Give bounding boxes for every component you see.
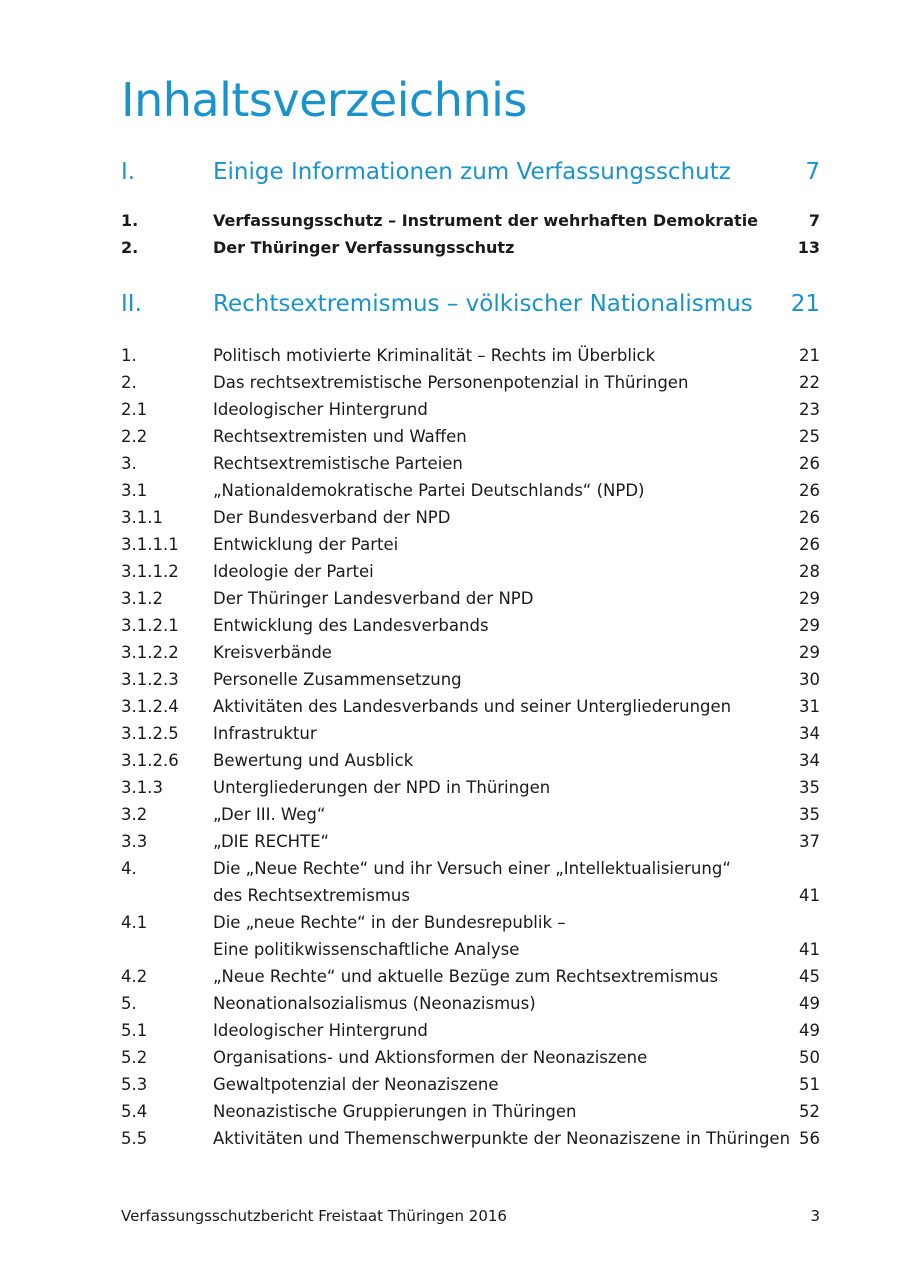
toc-entry[interactable] (121, 801, 820, 828)
toc-entry-page: 29 (799, 616, 820, 635)
toc-entry-title: Ideologischer Hintergrund (213, 400, 428, 419)
toc-entry-number: 3.1.2.2 (121, 643, 179, 662)
toc-entry-page: 30 (799, 670, 820, 689)
toc-entry-page: 26 (799, 481, 820, 500)
toc-entry[interactable] (121, 1017, 820, 1044)
toc-entry[interactable] (121, 936, 820, 963)
toc-entry-title: Der Thüringer Verfassungsschutz (213, 238, 515, 257)
toc-entry[interactable] (121, 666, 820, 693)
toc-entry-number: 2. (121, 238, 139, 257)
toc-entry-number: 3.2 (121, 805, 148, 824)
section-page-number: 7 (805, 159, 820, 185)
toc-entry-page: 37 (799, 832, 820, 851)
toc-entry-page: 26 (799, 454, 820, 473)
toc-entry[interactable] (121, 1125, 820, 1152)
toc-entry-page: 49 (799, 994, 820, 1013)
toc-entry-title: Aktivitäten und Themenschwerpunkte der Neonaziszene in Thüringen (213, 1129, 791, 1148)
toc-entry[interactable] (121, 1071, 820, 1098)
toc-entry-number: 3.1.1 (121, 508, 163, 527)
toc-entry-title: Der Thüringer Landesverband der NPD (213, 589, 534, 608)
toc-entry-title: Personelle Zusammensetzung (213, 670, 462, 689)
toc-entry-page: 35 (799, 805, 820, 824)
toc-entry[interactable] (121, 909, 820, 936)
toc-entry-page: 22 (799, 373, 820, 392)
toc-entry-number: 3.1.1.1 (121, 535, 179, 554)
toc-entry-number: 5.3 (121, 1075, 148, 1094)
toc-entry-number: 5.5 (121, 1129, 148, 1148)
toc-entry-page: 56 (799, 1129, 820, 1148)
toc-entry-page: 29 (799, 589, 820, 608)
toc-entry-page: 35 (799, 778, 820, 797)
toc-entry-page: 26 (799, 508, 820, 527)
toc-entry[interactable] (121, 774, 820, 801)
toc-entry-page: 41 (799, 886, 820, 905)
toc-entry-number: 5.1 (121, 1021, 148, 1040)
page-title: Inhaltsverzeichnis (121, 73, 527, 127)
footer-page-number: 3 (810, 1207, 820, 1225)
toc-entry-title: Kreisverbände (213, 643, 332, 662)
toc-list (121, 342, 820, 1152)
toc-entry-number: 3.1 (121, 481, 148, 500)
toc-entry-title: Verfassungsschutz – Instrument der wehrhaften Demokratie (213, 211, 759, 230)
toc-entry-title: Das rechtsextremistische Personenpotenzial in Thüringen (213, 373, 689, 392)
section-title: Einige Informationen zum Verfassungsschutz (213, 159, 731, 185)
toc-entry-page: 49 (799, 1021, 820, 1040)
toc-entry-number: 5. (121, 994, 137, 1013)
section-heading[interactable] (121, 152, 820, 192)
toc-entry-title: Der Bundesverband der NPD (213, 508, 451, 527)
toc-entry-page: 29 (799, 643, 820, 662)
toc-entry[interactable] (121, 747, 820, 774)
toc-entry-title: „Neue Rechte“ und aktuelle Bezüge zum Rechtsextremismus (213, 967, 719, 986)
toc-entry-page: 34 (799, 724, 820, 743)
toc-entry-title: Ideologischer Hintergrund (213, 1021, 428, 1040)
toc-entry-page: 45 (799, 967, 820, 986)
toc-entry[interactable] (121, 963, 820, 990)
toc-entry-title: Rechtsextremisten und Waffen (213, 427, 467, 446)
toc-entry-page: 51 (799, 1075, 820, 1094)
toc-entry-title: Politisch motivierte Kriminalität – Rechts im Überblick (213, 346, 656, 365)
toc-entry[interactable] (121, 369, 820, 396)
toc-entry-page: 25 (799, 427, 820, 446)
toc-entry[interactable] (121, 531, 820, 558)
toc-entry-title: Infrastruktur (213, 724, 317, 743)
toc-entry[interactable] (121, 207, 820, 234)
section-heading[interactable] (121, 284, 820, 324)
toc-entry-number: 4.1 (121, 913, 148, 932)
toc-entry-page: 50 (799, 1048, 820, 1067)
toc-entry[interactable] (121, 342, 820, 369)
toc-entry-number: 2.2 (121, 427, 148, 446)
toc-entry-title: Bewertung und Ausblick (213, 751, 414, 770)
toc-entry-page: 28 (799, 562, 820, 581)
toc-entry-page: 23 (799, 400, 820, 419)
toc-entry-number: 3.3 (121, 832, 148, 851)
toc-entry-title: „DIE RECHTE“ (213, 832, 330, 851)
toc-entry-page: 34 (799, 751, 820, 770)
toc-entry-title: Die „Neue Rechte“ und ihr Versuch einer „Intellektualisierung“ (213, 859, 731, 878)
toc-entry-title: Aktivitäten des Landesverbands und seiner Untergliederungen (213, 697, 732, 716)
toc-entry-title: Neonazistische Gruppierungen in Thüringen (213, 1102, 577, 1121)
toc-entry[interactable] (121, 990, 820, 1017)
toc-entry-title: Die „neue Rechte“ in der Bundesrepublik – (213, 913, 566, 932)
toc-entry-number: 5.2 (121, 1048, 148, 1067)
toc-entry-number: 3.1.2.3 (121, 670, 179, 689)
toc-entry-title: „Nationaldemokratische Partei Deutschlands“ (NPD) (213, 481, 645, 500)
toc-entry[interactable] (121, 558, 820, 585)
toc-entry[interactable] (121, 396, 820, 423)
toc-entry[interactable] (121, 1044, 820, 1071)
toc-entry[interactable] (121, 450, 820, 477)
toc-entry-number: 2.1 (121, 400, 148, 419)
section-number: I. (121, 159, 136, 185)
footer-publication-title: Verfassungsschutzbericht Freistaat Thüringen 2016 (121, 1207, 507, 1225)
toc-entry-page: 41 (799, 940, 820, 959)
page-footer (121, 1203, 820, 1229)
toc-entry[interactable] (121, 477, 820, 504)
toc-entry-page: 52 (799, 1102, 820, 1121)
toc-entry-title: Eine politikwissenschaftliche Analyse (213, 940, 520, 959)
section-number: II. (121, 291, 142, 317)
toc-entry-page: 31 (799, 697, 820, 716)
toc-entry-number: 3.1.2.6 (121, 751, 179, 770)
toc-entry[interactable] (121, 1098, 820, 1125)
toc-entry-title: Entwicklung der Partei (213, 535, 399, 554)
toc-entry-page: 26 (799, 535, 820, 554)
toc-entry-number: 3.1.2 (121, 589, 163, 608)
section-title: Rechtsextremismus – völkischer Nationalismus (213, 291, 753, 317)
toc-entry-number: 2. (121, 373, 137, 392)
toc-entry-title: Rechtsextremistische Parteien (213, 454, 463, 473)
toc-entry-number: 4. (121, 859, 137, 878)
toc-entry[interactable] (121, 504, 820, 531)
toc-entry-page: 7 (808, 211, 820, 230)
toc-entry-number: 4.2 (121, 967, 148, 986)
toc-list (121, 207, 820, 261)
toc-entry-title: Organisations- und Aktionsformen der Neonaziszene (213, 1048, 648, 1067)
toc-entry-number: 1. (121, 346, 137, 365)
toc-entry[interactable] (121, 855, 820, 882)
toc-entry[interactable] (121, 234, 820, 261)
toc-entry[interactable] (121, 828, 820, 855)
toc-entry-number: 3.1.2.4 (121, 697, 179, 716)
toc-entry[interactable] (121, 612, 820, 639)
toc-entry[interactable] (121, 639, 820, 666)
toc-entry[interactable] (121, 423, 820, 450)
toc-entry-title: Untergliederungen der NPD in Thüringen (213, 778, 551, 797)
toc-entry-number: 5.4 (121, 1102, 148, 1121)
toc-entry-number: 1. (121, 211, 139, 230)
toc-entry-number: 3.1.2.5 (121, 724, 179, 743)
toc-entry-title: Gewaltpotenzial der Neonaziszene (213, 1075, 499, 1094)
toc-entry-title: Neonationalsozialismus (Neonazismus) (213, 994, 536, 1013)
toc-entry-number: 3.1.1.2 (121, 562, 179, 581)
toc-entry-title: des Rechtsextremismus (213, 886, 410, 905)
toc-entry-page: 13 (797, 238, 820, 257)
toc-entry-title: Ideologie der Partei (213, 562, 374, 581)
toc-entry-number: 3.1.2.1 (121, 616, 179, 635)
toc-entry-number: 3.1.3 (121, 778, 163, 797)
toc-entry-page: 21 (799, 346, 820, 365)
toc-entry-number: 3. (121, 454, 137, 473)
toc-entry[interactable] (121, 882, 820, 909)
section-page-number: 21 (790, 291, 820, 317)
toc-entry[interactable] (121, 693, 820, 720)
toc-entry-title: Entwicklung des Landesverbands (213, 616, 489, 635)
toc-entry[interactable] (121, 585, 820, 612)
toc-entry-title: „Der III. Weg“ (213, 805, 326, 824)
toc-entry[interactable] (121, 720, 820, 747)
